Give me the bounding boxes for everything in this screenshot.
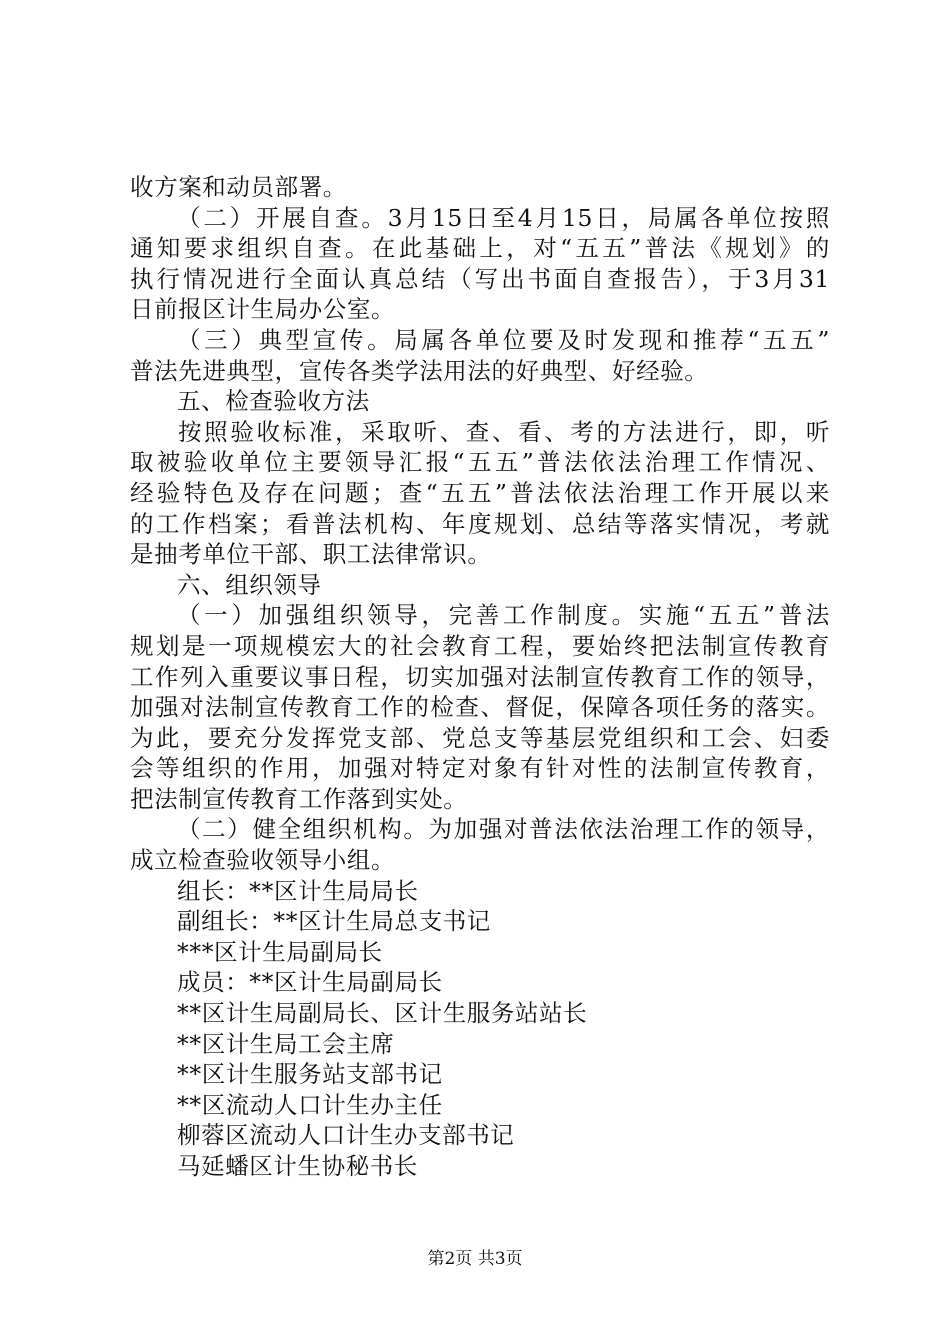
member-line: 柳蓉区流动人口计生办支部书记 — [177, 1121, 515, 1150]
text-line: 通知要求组织自查。在此基础上，对“五五”普法《规划》的 — [130, 234, 830, 263]
text-line: 加强对法制宣传教育工作的检查、督促，保障各项任务的落实。 — [130, 693, 830, 722]
text-line: 的工作档案；看普法机构、年度规划、总结等落实情况，考就 — [130, 509, 830, 538]
member-line: **区计生服务站支部书记 — [177, 1060, 443, 1089]
page-number-footer: 第2页 共3页 — [427, 1249, 523, 1269]
section-heading: 六、组织领导 — [177, 570, 322, 599]
document-body — [130, 172, 830, 1182]
member-line: 副组长：**区计生局总支书记 — [177, 907, 491, 936]
text-line: 规划是一项规模宏大的社会教育工程，要始终把法制宣传教育 — [130, 631, 830, 660]
member-line: **区流动人口计生办主任 — [177, 1090, 443, 1119]
section-heading: 五、检查验收方法 — [177, 387, 370, 416]
text-line: （二）开展自查。3月15日至4月15日，局属各单位按照 — [177, 203, 830, 232]
member-line: **区计生局副局长、区计生服务站站长 — [177, 999, 588, 1028]
text-line: 执行情况进行全面认真总结（写出书面自查报告），于3月31 — [130, 264, 830, 293]
text-line: 经验特色及存在问题；查“五五”普法依法治理工作开展以来 — [130, 478, 830, 507]
text-line: 为此，要充分发挥党支部、党总支等基层党组织和工会、妇委 — [130, 723, 830, 752]
member-line: 成员：**区计生局副局长 — [177, 968, 443, 997]
text-line: 按照验收标准，采取听、查、看、考的方法进行，即，听 — [178, 417, 830, 446]
member-line: 组长：**区计生局局长 — [177, 876, 419, 905]
member-line: 马延蟠区计生协秘书长 — [177, 1152, 418, 1180]
text-line: （三）典型宣传。局属各单位要及时发现和推荐“五五” — [177, 325, 830, 354]
text-line: 普法先进典型，宣传各类学法用法的好典型、好经验。 — [130, 356, 709, 385]
member-line: ***区计生局副局长 — [177, 937, 383, 966]
text-line: 工作列入重要议事日程，切实加强对法制宣传教育工作的领导， — [130, 662, 830, 691]
text-line: 取被验收单位主要领导汇报“五五”普法依法治理工作情况、 — [130, 448, 830, 477]
text-line: （一）加强组织领导，完善工作制度。实施“五五”普法 — [177, 601, 830, 630]
member-line: **区计生局工会主席 — [177, 1029, 395, 1058]
text-line: 日前报区计生局办公室。 — [130, 295, 396, 324]
text-line: 是抽考单位干部、职工法律常识。 — [130, 540, 492, 569]
text-line: 收方案和动员部署。 — [130, 173, 347, 201]
text-line: 会等组织的作用，加强对特定对象有针对性的法制宣传教育， — [130, 754, 830, 783]
text-line: 把法制宣传教育工作落到实处。 — [130, 784, 468, 813]
text-line: 成立检查验收领导小组。 — [130, 846, 396, 875]
text-line: （二）健全组织机构。为加强对普法依法治理工作的领导， — [177, 815, 830, 844]
